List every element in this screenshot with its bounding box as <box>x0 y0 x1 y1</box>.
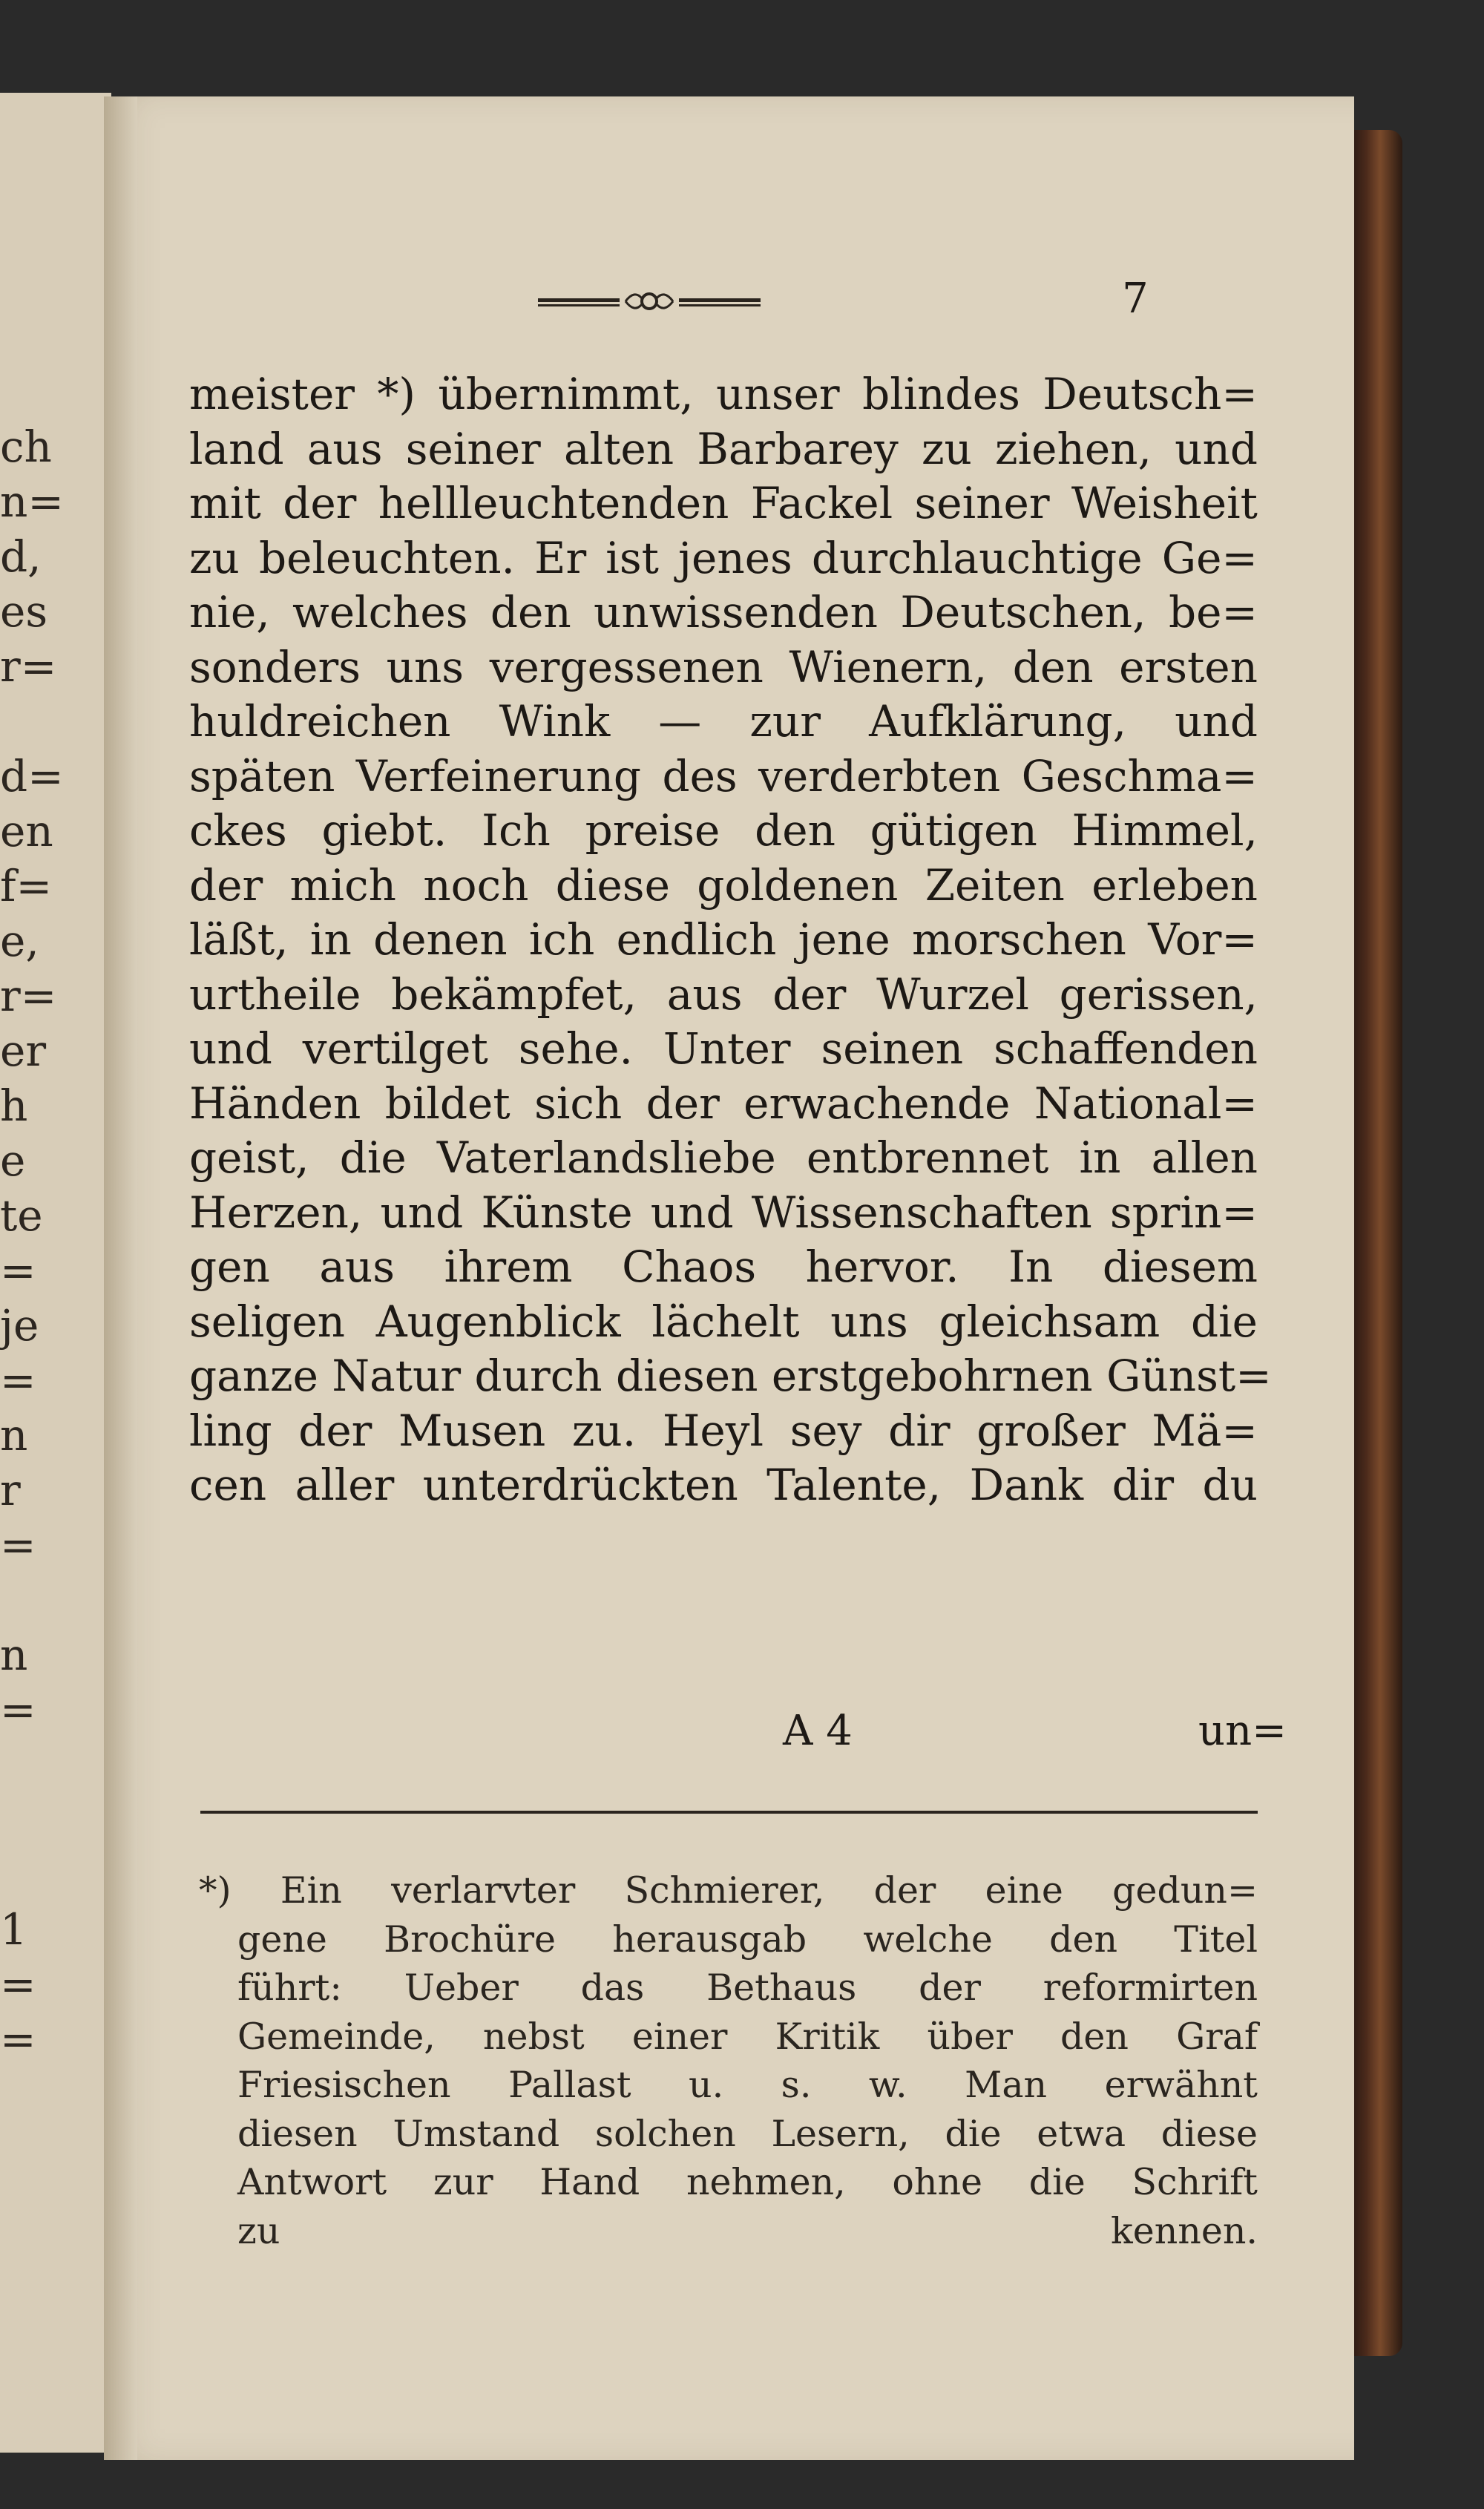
text-line: ckes giebt. Ich preise den gütigen Himmel, <box>189 805 1258 856</box>
left-page-text-fragments <box>0 419 89 2067</box>
left-page-fragment: e, <box>0 916 39 966</box>
text-line: cen aller unterdrückten Talente, Dank dir du <box>189 1460 1258 1510</box>
left-page-fragment: r= <box>0 641 57 692</box>
footnote-divider <box>200 1811 1258 1814</box>
text-line: läßt, in denen ich endlich jene morschen Vor= <box>189 914 1258 965</box>
footnote-line: führt: Ueber das Bethaus der reformirten <box>237 1967 1258 2009</box>
left-page-fragment: ch <box>0 422 52 472</box>
left-page-fragment: te <box>0 1190 43 1241</box>
left-page-fragment: n <box>0 1630 28 1680</box>
catchword: un= <box>1198 1707 1287 1755</box>
text-line: sonders uns vergessenen Wienern, den ersten <box>189 641 1258 692</box>
text-line: späten Verfeinerung des verderbten Geschma= <box>189 750 1258 801</box>
left-page-fragment: r <box>0 1465 21 1515</box>
left-page-fragment: = <box>0 1245 36 1296</box>
left-page-fragment: f= <box>0 861 53 911</box>
footnote-line: gene Brochüre herausgab welche den Titel <box>237 1918 1258 1961</box>
left-page-fragment: = <box>0 1520 36 1570</box>
footnote-line: *) Ein verlarvter Schmierer, der eine gedun= <box>199 1869 1258 1912</box>
text-line: seligen Augenblick lächelt uns gleichsam die <box>189 1296 1258 1347</box>
left-page-fragment <box>0 1792 89 1847</box>
left-page-fragment: r= <box>0 971 57 1021</box>
footnote-line: zu kennen. <box>237 2209 1258 2252</box>
left-page-fragment: n= <box>0 476 64 527</box>
text-line: gen aus ihrem Chaos hervor. In diesem <box>189 1242 1258 1292</box>
text-line: ling der Musen zu. Heyl sey dir großer Mä= <box>189 1405 1258 1456</box>
left-page-fragment: = <box>0 1685 36 1735</box>
text-line: nie, welches den unwissenden Deutschen, be= <box>189 587 1258 637</box>
left-page-fragment: = <box>0 1959 36 2010</box>
text-line: Händen bildet sich der erwachende National= <box>189 1078 1258 1129</box>
body-text <box>189 367 1272 1513</box>
left-page-fragment: en <box>0 806 53 856</box>
left-page-fragment: je <box>0 1300 39 1351</box>
left-page-fragment: n <box>0 1410 28 1460</box>
left-page-edge <box>0 93 111 2453</box>
signature-line <box>189 1707 1287 1766</box>
text-line: urtheile bekämpfet, aus der Wurzel gerissen, <box>189 968 1258 1020</box>
book-cover-edge <box>1347 130 1402 2356</box>
left-page-fragment: d= <box>0 751 64 801</box>
left-page-fragment <box>0 1572 89 1627</box>
printer-signature: A 4 <box>783 1707 853 1755</box>
text-line: der mich noch diese goldenen Zeiten erleben <box>189 859 1258 911</box>
footnote-line: Gemeinde, nebst einer Kritik über den Graf <box>237 2015 1258 2058</box>
text-line: zu beleuchten. Er ist jenes durchlauchtige Ge= <box>189 532 1258 583</box>
header-ornament-icon <box>538 288 761 315</box>
text-line: mit der hellleuchtenden Fackel seiner Weisheit <box>189 478 1258 528</box>
left-page-fragment: 1 <box>0 1904 27 1955</box>
page-gutter-shadow <box>104 96 137 2460</box>
footnote-line: Antwort zur Hand nehmen, ohne die Schrift <box>237 2161 1258 2203</box>
page-number: 7 <box>1122 275 1149 323</box>
left-page-fragment: e <box>0 1135 26 1186</box>
left-page-fragment <box>0 1847 89 1902</box>
text-line: meister *) übernimmt, unser blindes Deutsch= <box>189 369 1258 419</box>
text-line: ganze Natur durch diesen erstgebohrnen Günst= <box>189 1351 1272 1401</box>
left-page-fragment: d, <box>0 531 42 582</box>
book-page <box>104 96 1354 2460</box>
left-page-fragment: es <box>0 586 48 637</box>
left-page-fragment: = <box>0 2014 36 2064</box>
left-page-fragment: h <box>0 1080 28 1131</box>
left-page-fragment: er <box>0 1026 47 1076</box>
left-page-fragment: = <box>0 1355 36 1406</box>
left-page-fragment <box>0 1737 89 1792</box>
footnote-line: Friesischen Pallast u. s. w. Man erwähnt <box>237 2064 1258 2106</box>
left-page-fragment <box>0 694 89 749</box>
text-line: und vertilget sehe. Unter seinen schaffenden <box>189 1023 1258 1074</box>
text-line: Herzen, und Künste und Wissenschaften sprin= <box>189 1187 1258 1238</box>
footnote <box>199 1866 1258 2255</box>
text-line: geist, die Vaterlandsliebe entbrennet in allen <box>189 1132 1258 1183</box>
text-line: land aus seiner alten Barbarey zu ziehen, und <box>189 423 1258 474</box>
text-line: huldreichen Wink — zur Aufklärung, und <box>189 696 1258 747</box>
footnote-line: diesen Umstand solchen Lesern, die etwa diese <box>237 2112 1258 2155</box>
